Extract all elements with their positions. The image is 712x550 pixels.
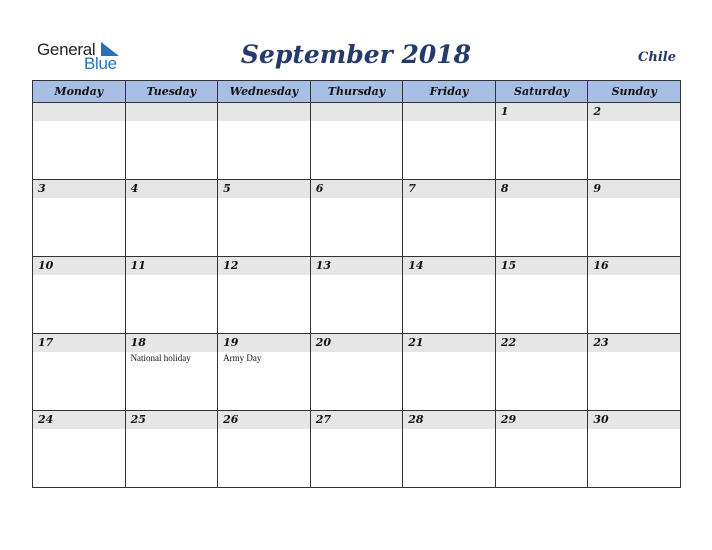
day-cell	[403, 411, 496, 488]
day-number	[126, 103, 218, 121]
day-cell	[33, 103, 126, 180]
week-row	[33, 334, 681, 411]
day-cell	[403, 103, 496, 180]
day-cell	[310, 257, 403, 334]
day-cell	[588, 334, 681, 411]
holiday-label: Army Day	[223, 353, 262, 363]
day-cell	[310, 411, 403, 488]
week-row	[33, 257, 681, 334]
day-cell	[218, 411, 311, 488]
week-row	[33, 411, 681, 488]
day-cell	[588, 411, 681, 488]
day-number: 26	[218, 411, 310, 429]
day-number: 12	[218, 257, 310, 275]
day-number: 5	[218, 180, 310, 198]
country-label: Chile	[638, 50, 676, 65]
day-number: 20	[311, 334, 403, 352]
day-number: 17	[33, 334, 125, 352]
day-cell	[125, 334, 218, 411]
day-cell	[495, 103, 588, 180]
weekday-header: Wednesday	[218, 81, 311, 103]
day-cell	[495, 257, 588, 334]
day-number: 7	[403, 180, 495, 198]
day-cell	[218, 103, 311, 180]
day-cell	[495, 180, 588, 257]
day-number: 3	[33, 180, 125, 198]
weekday-header: Monday	[33, 81, 126, 103]
day-number: 30	[588, 411, 680, 429]
day-number: 2	[588, 103, 680, 121]
day-cell	[33, 334, 126, 411]
day-cell	[125, 180, 218, 257]
day-cell	[218, 257, 311, 334]
day-number	[403, 103, 495, 121]
day-cell	[495, 334, 588, 411]
day-number: 27	[311, 411, 403, 429]
day-cell	[495, 411, 588, 488]
logo-text-general: General	[37, 40, 96, 59]
day-number: 9	[588, 180, 680, 198]
day-number	[33, 103, 125, 121]
weekday-header: Friday	[403, 81, 496, 103]
day-number	[218, 103, 310, 121]
day-cell	[125, 103, 218, 180]
day-cell	[588, 180, 681, 257]
day-cell	[588, 257, 681, 334]
day-number: 25	[126, 411, 218, 429]
day-cell	[310, 180, 403, 257]
day-number: 6	[311, 180, 403, 198]
day-number: 22	[496, 334, 588, 352]
day-number: 23	[588, 334, 680, 352]
day-number: 29	[496, 411, 588, 429]
logo-text-blue: Blue	[84, 54, 117, 73]
day-cell	[33, 257, 126, 334]
calendar-grid	[32, 80, 681, 488]
day-cell	[403, 180, 496, 257]
week-row	[33, 103, 681, 180]
day-cell	[218, 334, 311, 411]
day-number: 10	[33, 257, 125, 275]
calendar-title: September 2018	[240, 40, 472, 69]
day-cell	[125, 411, 218, 488]
day-number: 14	[403, 257, 495, 275]
weekday-header-row	[33, 81, 681, 103]
day-number: 21	[403, 334, 495, 352]
holiday-label: National holiday	[130, 353, 191, 363]
day-number: 1	[496, 103, 588, 121]
day-number	[311, 103, 403, 121]
day-cell	[310, 334, 403, 411]
weekday-header: Tuesday	[125, 81, 218, 103]
day-number: 4	[126, 180, 218, 198]
week-row	[33, 180, 681, 257]
weekday-header: Saturday	[495, 81, 588, 103]
day-number: 8	[496, 180, 588, 198]
day-cell	[125, 257, 218, 334]
day-number: 24	[33, 411, 125, 429]
day-number: 19	[218, 334, 310, 352]
day-cell	[33, 411, 126, 488]
day-cell	[588, 103, 681, 180]
weekday-header: Thursday	[310, 81, 403, 103]
day-cell	[218, 180, 311, 257]
day-cell	[33, 180, 126, 257]
day-number: 13	[311, 257, 403, 275]
day-number: 18	[126, 334, 218, 352]
day-number: 15	[496, 257, 588, 275]
day-cell	[403, 257, 496, 334]
day-number: 28	[403, 411, 495, 429]
day-number: 16	[588, 257, 680, 275]
day-cell	[403, 334, 496, 411]
day-cell	[310, 103, 403, 180]
day-number: 11	[126, 257, 218, 275]
weekday-header: Sunday	[588, 81, 681, 103]
